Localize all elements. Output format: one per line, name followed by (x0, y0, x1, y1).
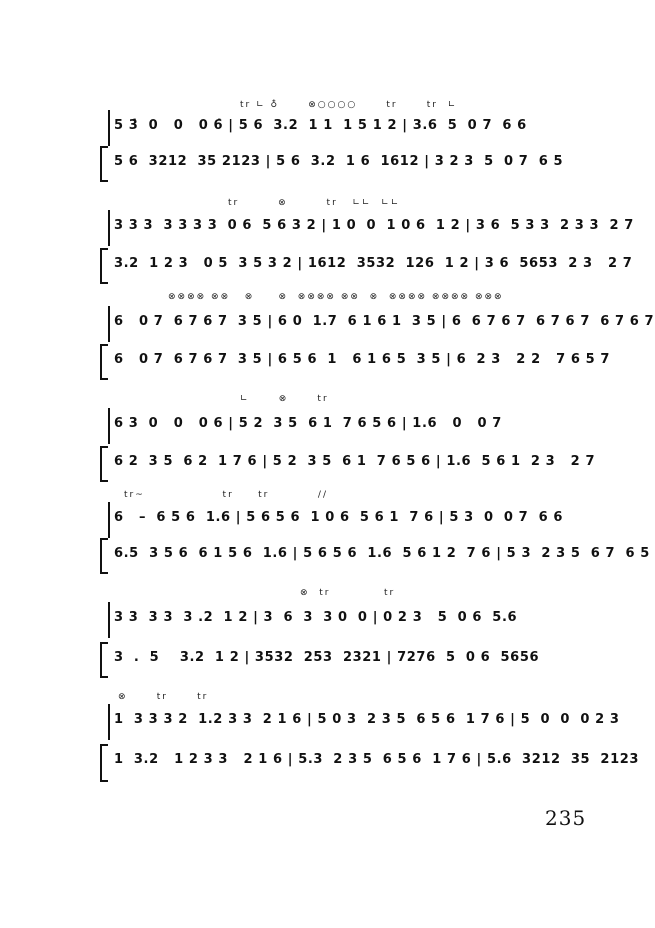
ornament-marks: ⊗⊗⊗⊗ ⊗⊗ ⊗ ⊗ ⊗⊗⊗⊗ ⊗⊗ ⊗ ⊗⊗⊗⊗ ⊗⊗⊗⊗ ⊗⊗⊗ (168, 292, 504, 302)
notation-line-upper: 6 0 7 6 7 6 7 3 5 | 6 0 1.7 6 1 6 1 3 5 | 6 6 7 6 7 6 7 6 7 6 7 6 7 (114, 314, 655, 329)
notation-line-upper: 3 3 3 3 3 .2 1 2 | 3 6 3 3 0 0 | 0 2 3 5 0 6 5.6 (114, 610, 518, 625)
barline (108, 408, 110, 444)
upper-staff (108, 408, 594, 444)
upper-staff (108, 210, 634, 246)
notation-line-lower: 3 . 5 3.2 1 2 | 3532 253 2321 | 7276 5 0 6 5656 (114, 650, 540, 665)
barline (108, 210, 110, 246)
page-number: 235 (545, 806, 587, 830)
lower-staff (108, 146, 594, 182)
ornament-marks: tr ∟ ♁ ⊗○○○○ tr tr ∟ (240, 100, 458, 110)
ornament-marks: ∟ ⊗ tr (240, 394, 329, 404)
upper-staff (108, 110, 594, 146)
lower-staff (108, 344, 611, 380)
lower-staff (108, 538, 650, 574)
notation-line-lower: 6 2 3 5 6 2 1 7 6 | 5 2 3 5 6 1 7 6 5 6 | 1.6 5 6 1 2 3 2 7 (114, 454, 596, 469)
system-brace (100, 146, 108, 182)
notation-line-lower: 1 3.2 1 2 3 3 2 1 6 | 5.3 2 3 5 6 5 6 1 7 6 | 5.6 3212 35 2123 (114, 752, 640, 767)
lower-staff (108, 446, 594, 482)
notation-line-lower: 6.5 3 5 6 6 1 5 6 1.6 | 5 6 5 6 1.6 5 6 1 2 7 6 | 5 3 2 3 5 6 7 6 5 (114, 546, 650, 561)
system-brace (100, 248, 108, 284)
notation-line-upper: 3 3 3 3 3 3 3 0 6 5 6 3 2 | 1 0 0 1 0 6 1 2 | 3 6 5 3 3 2 3 3 2 7 (114, 218, 634, 233)
notation-line-upper: 6 – 6 5 6 1.6 | 5 6 5 6 1 0 6 5 6 1 7 6 | 5 3 0 0 7 6 6 (114, 510, 564, 525)
ornament-marks: ⊗ tr tr (118, 692, 209, 702)
system-brace (100, 538, 108, 574)
ornament-marks: tr~ tr tr // (124, 490, 328, 500)
system-brace (100, 344, 108, 380)
upper-staff (108, 704, 620, 740)
barline (108, 502, 110, 538)
lower-staff (108, 642, 594, 678)
barline (108, 306, 110, 342)
upper-staff (108, 602, 594, 638)
lower-staff (108, 744, 640, 780)
notation-line-upper: 1 3 3 3 2 1.2 3 3 2 1 6 | 5 0 3 2 3 5 6 5 6 1 7 6 | 5 0 0 0 2 3 (114, 712, 620, 727)
system-brace (100, 744, 108, 782)
ornament-marks: ⊗ tr tr (300, 588, 396, 598)
barline (108, 704, 110, 740)
notation-line-lower: 3.2 1 2 3 0 5 3 5 3 2 | 1612 3532 126 1 2 | 3 6 5653 2 3 2 7 (114, 256, 633, 271)
notation-line-upper: 5 3̇ 0 0 0 6̇ | 5 6 3.2 1 1 1 5 1 2 | 3.6 5 0 7 6 6 (114, 118, 527, 133)
notation-line-upper: 6 3 0 0 0 6 | 5 2 3 5 6 1 7 6 5 6 | 1.6 0 0 7 (114, 416, 502, 431)
upper-staff (108, 502, 594, 538)
ornament-marks: tr ⊗ tr ∟∟ ∟∟ (228, 198, 401, 208)
lower-staff (108, 248, 633, 284)
system-brace (100, 642, 108, 678)
barline (108, 602, 110, 638)
barline (108, 110, 110, 146)
notation-line-lower: 5 6 3212 35 2123 | 5 6 3.2 1 6 1612 | 3 2 3 5 0 7 6 5 (114, 154, 564, 169)
upper-staff (108, 306, 655, 342)
notation-line-lower: 6 0 7 6 7 6 7 3 5 | 6 5 6 1 6 1 6 5 3 5 | 6 2 3 2 2 7 6 5 7 (114, 352, 611, 367)
system-brace (100, 446, 108, 482)
